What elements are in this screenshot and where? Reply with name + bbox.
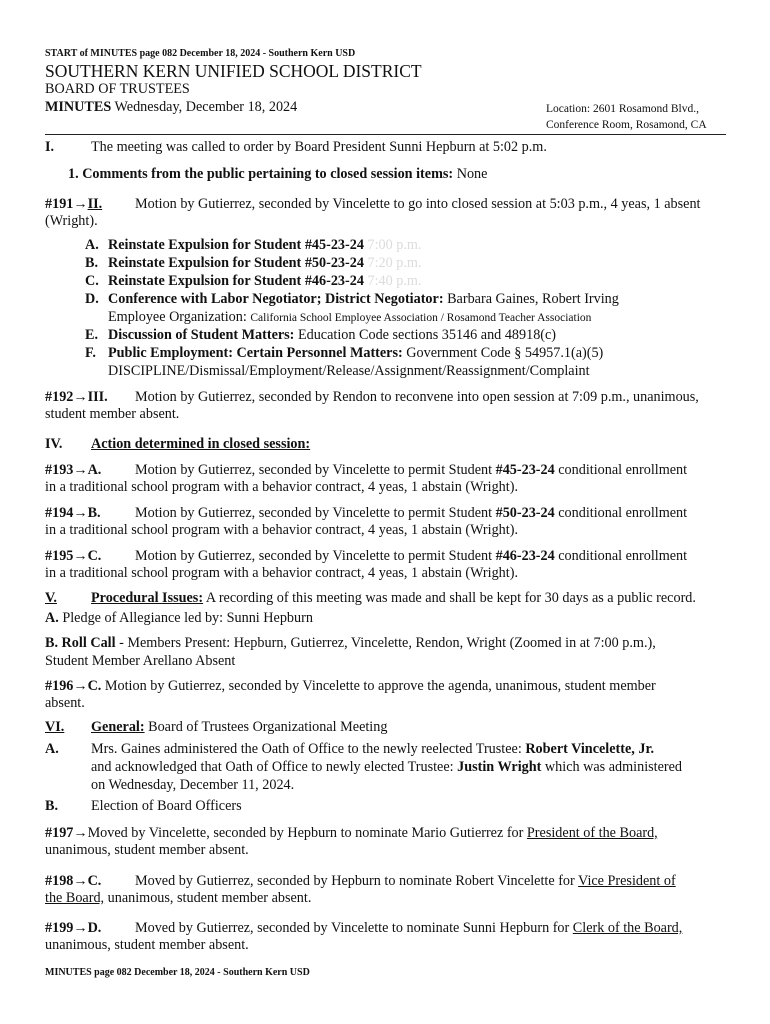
minutes-date-line xyxy=(45,99,297,116)
roll-call-text: - Members Present: Hepburn, Gutierrez, Vincelette, Rendon, Wright (Zoomed in at 7:00 p.m.), xyxy=(115,635,656,651)
section-6-text xyxy=(91,719,387,736)
closed-item-d-label: Conference with Labor Negotiator; District Negotiator: xyxy=(108,291,444,307)
district-title: SOUTHERN KERN UNIFIED SCHOOL DISTRICT xyxy=(45,61,422,81)
public-comments-value: None xyxy=(453,166,488,182)
motion-199-number: #199→D. xyxy=(45,920,102,936)
closed-item-d-text xyxy=(108,291,619,308)
motion-193-student: #45-23-24 xyxy=(495,462,555,478)
motion-198-cont xyxy=(45,890,311,907)
motion-197-number: #197→ xyxy=(45,825,88,841)
motion-198-text xyxy=(135,873,676,890)
section-5-number: V. xyxy=(45,590,57,606)
page-footer: MINUTES page 082 December 18, 2024 - Southern Kern USD xyxy=(45,967,310,978)
motion-194-number: #194→B. xyxy=(45,505,101,521)
motion-195-number: #195→C. xyxy=(45,548,102,564)
closed-item-a-faded-time: 7:00 p.m. xyxy=(363,237,422,253)
section-4-title: Action determined in closed session: xyxy=(91,436,311,452)
closed-item-e-value: Education Code sections 35146 and 48918(c) xyxy=(294,327,557,343)
pledge-text: Pledge of Allegiance led by: Sunni Hepburn xyxy=(58,610,313,626)
motion-193-number: #193→A. xyxy=(45,462,102,478)
closed-item-f-text xyxy=(108,345,603,362)
section-1-number: I. xyxy=(45,139,55,155)
motion-195-text xyxy=(135,548,687,565)
closed-item-b-label: Reinstate Expulsion for Student #50-23-24 xyxy=(108,255,364,271)
section-6-body: Board of Trustees Organizational Meeting xyxy=(144,719,388,735)
motion-193-text xyxy=(135,462,687,479)
closed-item-a-label: Reinstate Expulsion for Student #45-23-24 xyxy=(108,237,364,253)
closed-item-c-label: Reinstate Expulsion for Student #46-23-24 xyxy=(108,273,364,289)
closed-item-a-text xyxy=(108,237,421,254)
motion-197-cont: unanimous, student member absent. xyxy=(45,842,249,858)
motion-195-post: conditional enrollment xyxy=(554,548,688,564)
oath-text-1: Mrs. Gaines administered the Oath of Office to the newly reelected Trustee: xyxy=(91,741,526,757)
motion-196-line xyxy=(45,678,656,695)
oath-text-2-post: which was administered xyxy=(541,759,683,775)
closed-item-b xyxy=(85,255,98,272)
motion-192-number: #192→III. xyxy=(45,389,108,405)
closed-item-f-cont: DISCIPLINE/Dismissal/Employment/Release/Assignment/Reassignment/Complaint xyxy=(108,363,590,379)
motion-195-cont: in a traditional school program with a behavior contract, 4 yeas, 1 abstain (Wright). xyxy=(45,565,518,581)
closed-item-f-letter: F. xyxy=(85,345,96,361)
roll-call-cont: Student Member Arellano Absent xyxy=(45,653,236,669)
closed-item-d-org-label: Employee Organization: xyxy=(108,309,251,325)
closed-item-a-letter: A. xyxy=(85,237,99,253)
header-divider xyxy=(45,134,726,135)
section-5-text xyxy=(91,590,696,607)
motion-199-body: Moved by Gutierrez, seconded by Vincelette to nominate Sunni Hepburn for xyxy=(135,920,573,936)
oath-line-1 xyxy=(91,741,654,758)
section-5-title: Procedural Issues: xyxy=(91,590,204,606)
motion-198-office-1: Vice President of xyxy=(578,873,676,889)
motion-194-post: conditional enrollment xyxy=(554,505,688,521)
motion-199-cont: unanimous, student member absent. xyxy=(45,937,249,953)
section-2-number: II. xyxy=(87,196,103,212)
motion-194-text xyxy=(135,505,687,522)
closed-item-d-org-value: California School Employee Association / Rosamond Teacher Association xyxy=(250,312,592,324)
section-6-title: General: xyxy=(91,719,145,735)
public-comments-line xyxy=(68,166,487,183)
motion-191-id: #191→ xyxy=(45,196,88,212)
motion-195-pre: Motion by Gutierrez, seconded by Vincelette to permit Student xyxy=(135,548,496,564)
closed-item-d-org xyxy=(108,309,591,327)
motion-198-office-2: the Board, xyxy=(45,890,105,906)
oath-letter: A. xyxy=(45,741,59,757)
motion-191-cont: (Wright). xyxy=(45,213,98,229)
motion-197-line xyxy=(45,825,658,842)
closed-item-b-text xyxy=(108,255,421,272)
oath-line-2 xyxy=(91,759,682,776)
roll-call-line xyxy=(45,635,656,652)
motion-192-text: Motion by Gutierrez, seconded by Rendon to reconvene into open session at 7:09 p.m., unanimous, xyxy=(135,389,699,405)
election-letter: B. xyxy=(45,798,59,814)
motion-197-text: Moved by Vincelette, seconded by Hepburn to nominate Mario Gutierrez for xyxy=(87,825,527,841)
section-4-number: IV. xyxy=(45,436,63,452)
location-line-2: Conference Room, Rosamond, CA xyxy=(546,119,707,131)
roll-call-label: B. Roll Call xyxy=(45,635,116,651)
location-line-1: Location: 2601 Rosamond Blvd., xyxy=(546,103,700,115)
minutes-label: MINUTES xyxy=(45,99,112,115)
closed-item-c xyxy=(85,273,99,290)
motion-193-cont: in a traditional school program with a behavior contract, 4 yeas, 1 abstain (Wright). xyxy=(45,479,518,495)
closed-item-e-label: Discussion of Student Matters: xyxy=(108,327,295,343)
closed-item-f-label: Public Employment: Certain Personnel Matters: xyxy=(108,345,403,361)
minutes-date: Wednesday, December 18, 2024 xyxy=(111,99,298,115)
closed-item-e-letter: E. xyxy=(85,327,99,343)
closed-item-c-faded-time: 7:40 p.m. xyxy=(363,273,422,289)
motion-196-number: #196→C. xyxy=(45,678,102,694)
motion-199-office: Clerk of the Board, xyxy=(572,920,683,936)
oath-text-2: and acknowledged that Oath of Office to newly elected Trustee: xyxy=(91,759,458,775)
election-text: Election of Board Officers xyxy=(91,798,242,814)
motion-195-student: #46-23-24 xyxy=(495,548,555,564)
closed-item-d-value: Barbara Gaines, Robert Irving xyxy=(443,291,619,307)
section-5-body: A recording of this meeting was made and shall be kept for 30 days as a public record. xyxy=(203,590,696,606)
pledge-line xyxy=(45,610,313,627)
board-title: BOARD OF TRUSTEES xyxy=(45,81,190,97)
motion-194-pre: Motion by Gutierrez, seconded by Vincelette to permit Student xyxy=(135,505,496,521)
motion-196-text: Motion by Gutierrez, seconded by Vincelette to approve the agenda, unanimous, student member xyxy=(101,678,656,694)
motion-193-pre: Motion by Gutierrez, seconded by Vincelette to permit Student xyxy=(135,462,496,478)
closed-item-d-letter: D. xyxy=(85,291,99,307)
motion-199-text xyxy=(135,920,682,937)
trustee-name-vincelette: Robert Vincelette, Jr. xyxy=(525,741,655,757)
trustee-name-wright: Justin Wright xyxy=(457,759,542,775)
section-1-text: The meeting was called to order by Board President Sunni Hepburn at 5:02 p.m. xyxy=(91,139,547,155)
motion-194-cont: in a traditional school program with a behavior contract, 4 yeas, 1 abstain (Wright). xyxy=(45,522,518,538)
closed-item-c-letter: C. xyxy=(85,273,99,289)
motion-196-cont: absent. xyxy=(45,695,85,711)
motion-192-cont: student member absent. xyxy=(45,406,180,422)
closed-item-f-value: Government Code § 54957.1(a)(5) xyxy=(402,345,604,361)
oath-line-3: on Wednesday, December 11, 2024. xyxy=(91,777,295,793)
closed-item-b-faded-time: 7:20 p.m. xyxy=(363,255,422,271)
motion-191-text: Motion by Gutierrez, seconded by Vincelette to go into closed session at 5:03 p.m., 4 yeas, 1 absent xyxy=(135,196,701,212)
public-comments-label: 1. Comments from the public pertaining to closed session items: xyxy=(68,166,454,182)
motion-193-post: conditional enrollment xyxy=(554,462,688,478)
motion-198-number: #198→C. xyxy=(45,873,102,889)
page-header-line: START of MINUTES page 082 December 18, 2024 - Southern Kern USD xyxy=(45,48,356,59)
section-6-number: VI. xyxy=(45,719,65,735)
pledge-label: A. xyxy=(45,610,59,626)
closed-item-c-text xyxy=(108,273,421,290)
motion-194-student: #50-23-24 xyxy=(495,505,555,521)
closed-item-a xyxy=(85,237,99,254)
closed-item-e-text xyxy=(108,327,556,344)
motion-198-body: Moved by Gutierrez, seconded by Hepburn to nominate Robert Vincelette for xyxy=(135,873,579,889)
closed-item-b-letter: B. xyxy=(85,255,99,271)
motion-191-number xyxy=(45,196,102,213)
motion-198-cont-text: unanimous, student member absent. xyxy=(104,890,312,906)
motion-197-office: President of the Board, xyxy=(526,825,658,841)
